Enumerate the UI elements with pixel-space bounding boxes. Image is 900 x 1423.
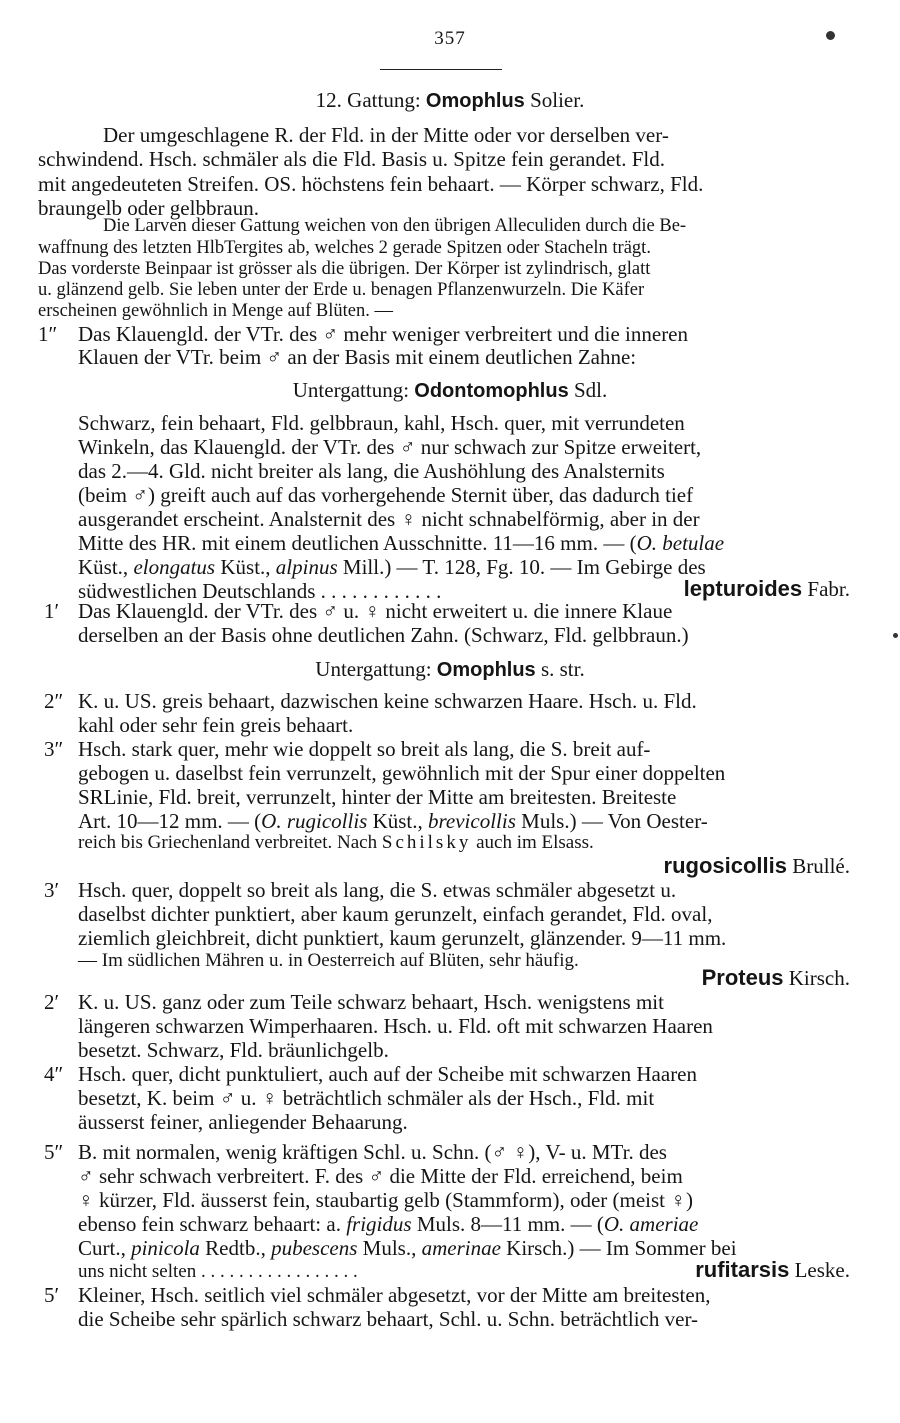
text-run: Muls.) — Von Oester- xyxy=(515,809,708,833)
couplet-line: ziemlich gleichbreit, dicht punktiert, kaum gerunzelt, glänzender. 9—11 mm. xyxy=(78,926,727,950)
text-run: Redtb., xyxy=(199,1236,272,1260)
ink-spot xyxy=(826,31,835,40)
couplet-line: die Scheibe sehr spärlich schwarz behaart, Schl. u. Schn. beträchtlich ver- xyxy=(78,1307,699,1331)
synonym-name: pubescens xyxy=(271,1236,358,1260)
couplet-line: B. mit normalen, wenig kräftigen Schl. u. Schn. (♂ ♀), V- u. MTr. des xyxy=(78,1140,667,1164)
couplet-line: besetzt, K. beim ♂ u. ♀ beträchtlich schmäler als der Hsch., Fld. mit xyxy=(78,1086,655,1110)
page-number-rule xyxy=(380,69,502,70)
genus-heading xyxy=(0,88,900,113)
intro-line: mit angedeuteten Streifen. OS. höchstens fein behaart. — Körper schwarz, Fld. xyxy=(38,172,704,196)
species-entry-proteus xyxy=(702,966,850,990)
species-author: Leske. xyxy=(789,1258,850,1282)
couplet-line: Das Klauengld. der VTr. des ♂ u. ♀ nicht erweitert u. die innere Klaue xyxy=(78,599,673,623)
couplet-line: Hsch. quer, dicht punktuliert, auch auf der Scheibe mit schwarzen Haaren xyxy=(78,1062,698,1086)
couplet-line xyxy=(78,809,708,833)
subgenus-prefix: Untergattung: xyxy=(315,657,437,681)
text-run: Küst., xyxy=(215,555,276,579)
couplet-line: Hsch. stark quer, mehr wie doppelt so breit als lang, die S. breit auf- xyxy=(78,737,651,761)
description-line: Schwarz, fein behaart, Fld. gelbbraun, kahl, Hsch. quer, mit verrundeten xyxy=(78,411,685,435)
synonym-name: amerinae xyxy=(421,1236,501,1260)
text-run: Mill.) — T. 128, Fg. 10. — Im Gebirge des xyxy=(337,555,706,579)
ink-spot xyxy=(893,633,898,638)
couplet-line: K. u. US. ganz oder zum Teile schwarz behaart, Hsch. wenigstens mit xyxy=(78,990,664,1014)
couplet-number: 5″ xyxy=(44,1140,64,1164)
couplet-line: Klauen der VTr. beim ♂ an der Basis mit einem deutlichen Zahne: xyxy=(78,345,637,369)
couplet-line: Hsch. quer, doppelt so breit als lang, die S. etwas schmäler abgesetzt u. xyxy=(78,878,677,902)
species-name: rufitarsis xyxy=(695,1257,790,1282)
intro-line: Der umgeschlagene R. der Fld. in der Mitte oder vor derselben ver- xyxy=(103,123,669,147)
couplet-line: SRLinie, Fld. breit, verrunzelt, hinter der Mitte am breitesten. Breiteste xyxy=(78,785,677,809)
species-name: lepturoides xyxy=(683,576,803,601)
larvae-line: erscheinen gewöhnlich in Menge auf Blüten. — xyxy=(38,301,393,321)
page-number: 357 xyxy=(434,28,466,49)
larvae-line: waffnung des letzten HlbTergites ab, welches 2 gerade Spitzen oder Stacheln trägt. xyxy=(38,238,651,258)
subgenus-name: Omophlus xyxy=(436,659,536,681)
larvae-line: Das vorderste Beinpaar ist grösser als die übrigen. Der Körper ist zylindrisch, glatt xyxy=(38,259,651,279)
synonym-name: alpinus xyxy=(275,555,338,579)
species-name: Proteus xyxy=(701,965,784,990)
couplet-line: ♀ kürzer, Fld. äusserst fein, staubartig gelb (Stammform), oder (meist ♀) xyxy=(78,1188,694,1212)
text-run: reich bis Griechenland verbreitet. Nach xyxy=(78,832,382,853)
synonym-name: O. betulae xyxy=(636,531,725,555)
synonym-name: O. ameriae xyxy=(603,1212,699,1236)
species-entry-rufitarsis xyxy=(695,1258,850,1282)
species-entry-lepturoides xyxy=(684,577,850,601)
couplet-number: 1″ xyxy=(38,322,58,346)
couplet-line: derselben an der Basis ohne deutlichen Zahn. (Schwarz, Fld. gelbbraun.) xyxy=(78,623,689,647)
description-line: ausgerandet erscheint. Analsternit des ♀ nicht schnabelförmig, aber in der xyxy=(78,507,700,531)
text-run: Muls., xyxy=(357,1236,422,1260)
genus-name: Omophlus xyxy=(425,90,525,112)
text-run: Muls. 8—11 mm. — ( xyxy=(411,1212,604,1236)
species-author: Kirsch. xyxy=(783,966,850,990)
couplet-number: 2′ xyxy=(44,990,60,1014)
genus-prefix: 12. Gattung: xyxy=(315,88,426,112)
text-run: Mitte des HR. mit einem deutlichen Ausschnitte. 11—16 mm. — ( xyxy=(78,531,637,555)
description-line: (beim ♂) greift auch auf das vorhergehende Sternit über, das dadurch tief xyxy=(78,483,694,507)
text-run: Art. 10—12 mm. — ( xyxy=(78,809,262,833)
description-line: südwestlichen Deutschlands . . . . . . . . . . . . xyxy=(78,579,442,603)
couplet-number: 3′ xyxy=(44,878,60,902)
synonym-name: brevicollis xyxy=(428,809,516,833)
couplet-number: 3″ xyxy=(44,737,64,761)
intro-line: schwindend. Hsch. schmäler als die Fld. Basis u. Spitze fein gerandet. Fld. xyxy=(38,147,665,171)
couplet-line: K. u. US. greis behaart, dazwischen keine schwarzen Haare. Hsch. u. Fld. xyxy=(78,689,697,713)
species-author: Fabr. xyxy=(802,577,850,601)
couplet-line: äusserst feiner, anliegender Behaarung. xyxy=(78,1110,408,1134)
couplet-line: besetzt. Schwarz, Fld. bräunlichgelb. xyxy=(78,1038,389,1062)
couplet-line xyxy=(78,1212,698,1236)
subgenus-author: Sdl. xyxy=(568,378,608,402)
text-run: auch im Elsass. xyxy=(471,832,594,853)
couplet-line: Das Klauengld. der VTr. des ♂ mehr weniger verbreitert und die inneren xyxy=(78,322,689,346)
couplet-number: 5′ xyxy=(44,1283,60,1307)
larvae-line: Die Larven dieser Gattung weichen von den übrigen Alleculiden durch die Be- xyxy=(103,216,687,236)
couplet-line: gebogen u. daselbst fein verrunzelt, gewöhnlich mit der Spur einer doppelten xyxy=(78,761,726,785)
text-run: ebenso fein schwarz behaart: a. xyxy=(78,1212,347,1236)
species-entry-rugosicollis xyxy=(664,854,850,878)
couplet-line: längeren schwarzen Wimperhaaren. Hsch. u. Fld. oft mit schwarzen Haaren xyxy=(78,1014,713,1038)
description-line: Winkeln, das Klauengld. der VTr. des ♂ nur schwach zur Spitze erweitert, xyxy=(78,435,702,459)
couplet-line xyxy=(78,832,594,853)
species-author: Brullé. xyxy=(787,854,850,878)
couplet-number: 2″ xyxy=(44,689,64,713)
text-run: Küst., xyxy=(367,809,429,833)
description-line xyxy=(78,531,724,555)
text-run: Küst., xyxy=(78,555,134,579)
couplet-number: 1′ xyxy=(44,599,60,623)
subgenus-prefix: Untergattung: xyxy=(292,378,415,402)
couplet-line: ♂ sehr schwach verbreitert. F. des ♂ die Mitte der Fld. erreichend, beim xyxy=(78,1164,683,1188)
description-line xyxy=(78,555,706,579)
subgenus-heading-odontomophlus xyxy=(0,378,900,403)
intro-line: braungelb oder gelbbraun. xyxy=(38,196,260,220)
variety-name: frigidus xyxy=(346,1212,412,1236)
description-line: das 2.—4. Gld. nicht breiter als lang, die Aushöhlung des Analsternits xyxy=(78,459,665,483)
couplet-line: daselbst dichter punktiert, aber kaum gerunzelt, einfach gerandet, Fld. oval, xyxy=(78,902,713,926)
synonym-name: elongatus xyxy=(133,555,216,579)
text-run: Curt., xyxy=(78,1236,132,1260)
synonym-name: pinicola xyxy=(131,1236,200,1260)
synonym-name: O. rugicollis xyxy=(261,809,368,833)
subgenus-name: Odontomophlus xyxy=(414,380,569,402)
couplet-number: 4″ xyxy=(44,1062,64,1086)
subgenus-author: s. str. xyxy=(535,657,585,681)
author-name: Schilsky xyxy=(381,832,472,853)
subgenus-heading-omophlus xyxy=(0,657,900,682)
couplet-line: uns nicht selten . . . . . . . . . . . . . . . . . xyxy=(78,1261,358,1282)
species-name: rugosicollis xyxy=(663,853,787,878)
couplet-line: — Im südlichen Mähren u. in Oesterreich auf Blüten, sehr häufig. xyxy=(78,950,579,971)
couplet-line: Kleiner, Hsch. seitlich viel schmäler abgesetzt, vor der Mitte am breitesten, xyxy=(78,1283,711,1307)
couplet-line xyxy=(78,1236,737,1260)
text-run: Kirsch.) — Im Sommer bei xyxy=(500,1236,737,1260)
genus-author: Solier. xyxy=(524,88,585,112)
couplet-line: kahl oder sehr fein greis behaart. xyxy=(78,713,354,737)
larvae-line: u. glänzend gelb. Sie leben unter der Erde u. benagen Pflanzenwurzeln. Die Käfer xyxy=(38,280,645,300)
